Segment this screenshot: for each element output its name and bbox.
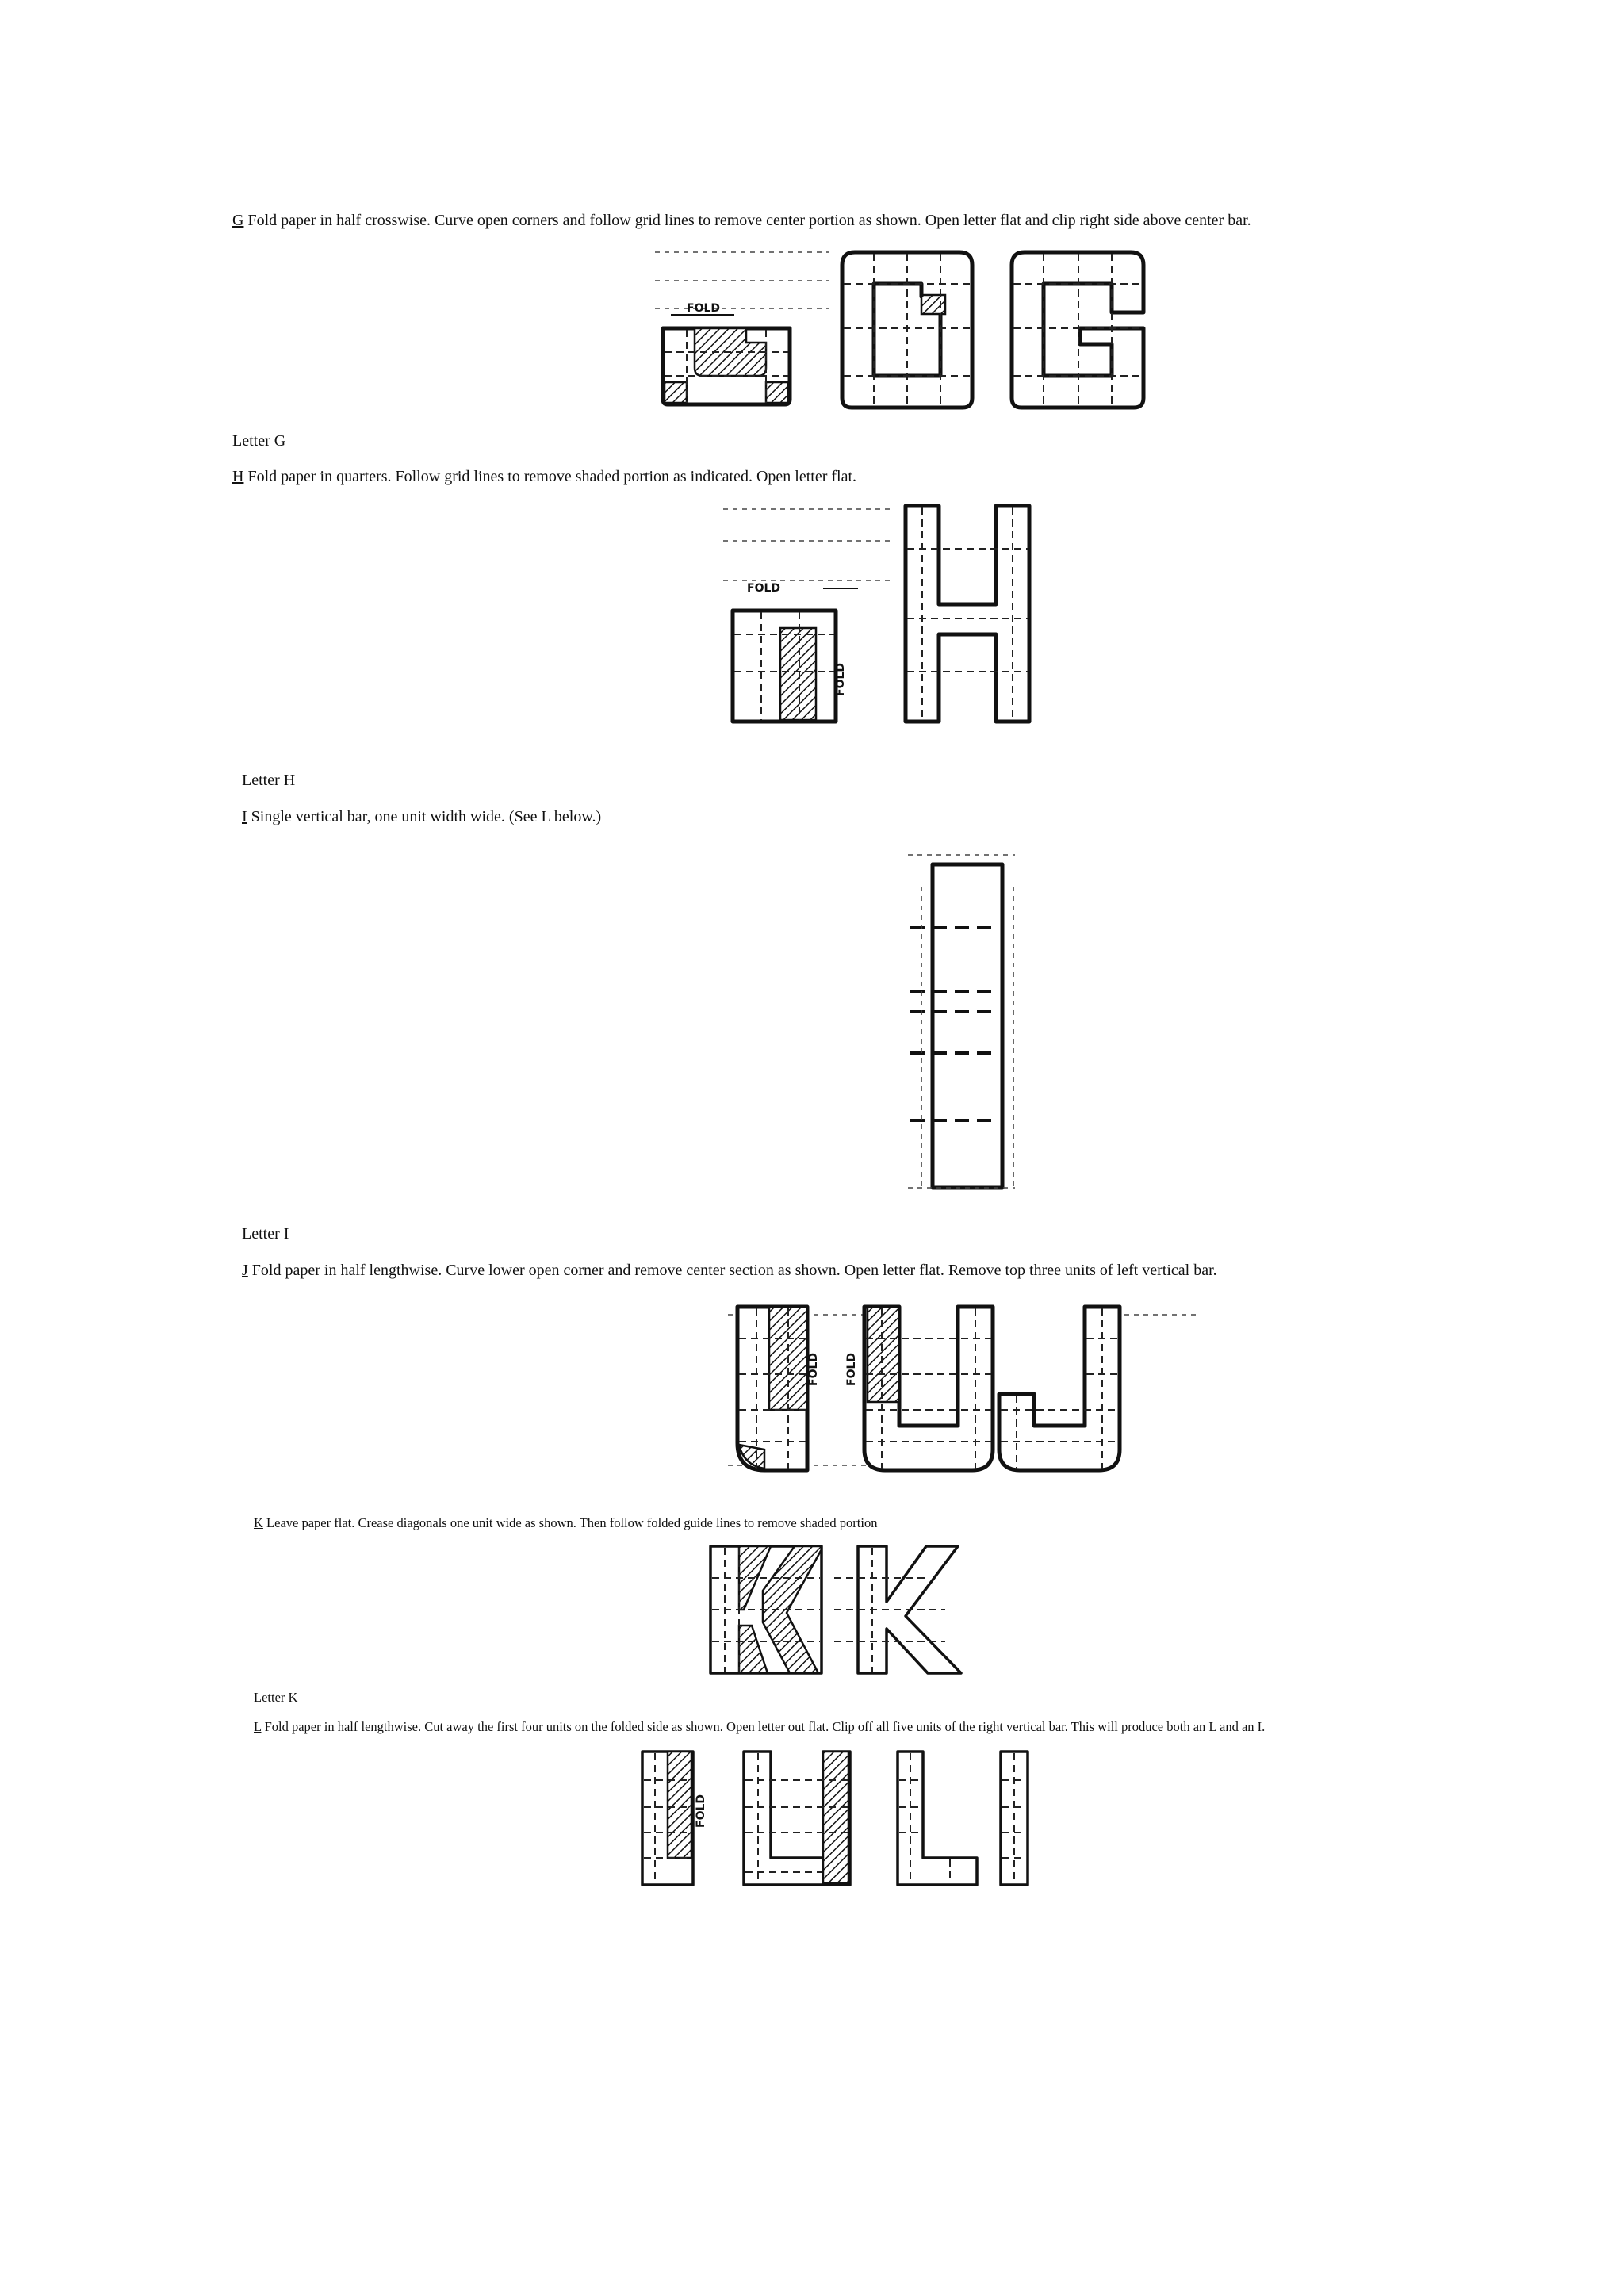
- g-instruction: G Fold paper in half crosswise. Curve open corners and follow grid lines to remove center portion as shown. Open letter flat and clip right side above center bar.: [232, 212, 1251, 229]
- l-fold-label: FOLD: [695, 1794, 707, 1828]
- l-instruction: L Fold paper in half lengthwise. Cut away the first four units on the folded side as shown. Open letter out flat. Clip off all five units of the right vertical bar. This will produce both an L and an I.: [254, 1719, 1266, 1734]
- i-diagram: [904, 855, 1031, 1204]
- j-final: [999, 1307, 1196, 1470]
- l-open-step: [744, 1752, 850, 1885]
- i-instruction: I Single vertical bar, one unit width wide. (See L below.): [242, 808, 602, 825]
- l-final-i: [1001, 1752, 1028, 1885]
- j-fold-label-1: FOLD: [807, 1352, 820, 1386]
- k-diagram: [707, 1543, 969, 1678]
- g-open-step: [842, 252, 972, 408]
- h-folded-step: [723, 509, 890, 722]
- l-letter: L: [254, 1719, 262, 1734]
- k-caption: Letter K: [254, 1690, 298, 1705]
- g-letter: G: [232, 212, 244, 229]
- h-letter: H: [232, 468, 244, 485]
- h-instruction: H Fold paper in quarters. Follow grid lines to remove shaded portion as indicated. Open letter flat.: [232, 468, 857, 485]
- k-instruction: K Leave paper flat. Crease diagonals one unit wide as shown. Then follow folded guide lines to remove shaded portion: [254, 1515, 878, 1530]
- g-folded-step: [655, 252, 829, 404]
- j-folded-step: [728, 1307, 871, 1470]
- h-caption: Letter H: [242, 772, 296, 789]
- h-diagram: [723, 501, 1080, 727]
- i-caption: Letter I: [242, 1225, 289, 1243]
- h-fold-label-vertical: FOLD: [834, 662, 847, 696]
- k-letter: K: [254, 1515, 263, 1530]
- j-instruction: J Fold paper in half lengthwise. Curve lower open corner and remove center section as shown. Open letter flat. Remove top three units of left vertical bar.: [242, 1262, 1217, 1279]
- k-final: [834, 1546, 961, 1673]
- l-final-l: [898, 1752, 977, 1885]
- j-letter: J: [242, 1262, 248, 1279]
- h-final: [906, 506, 1029, 722]
- j-fold-label-2: FOLD: [845, 1352, 858, 1386]
- g-final: [1012, 252, 1143, 408]
- g-fold-label: FOLD: [687, 302, 721, 315]
- j-open-step: [845, 1307, 993, 1470]
- l-folded-step: [642, 1752, 707, 1885]
- l-diagram: [639, 1748, 1036, 1891]
- g-caption: Letter G: [232, 432, 286, 450]
- g-diagram: [655, 249, 1155, 412]
- h-fold-label-horizontal: FOLD: [747, 582, 781, 595]
- j-diagram: [728, 1299, 1204, 1477]
- i-letter: I: [242, 808, 247, 825]
- k-shaded-step: [710, 1546, 822, 1673]
- i-final: [908, 855, 1015, 1188]
